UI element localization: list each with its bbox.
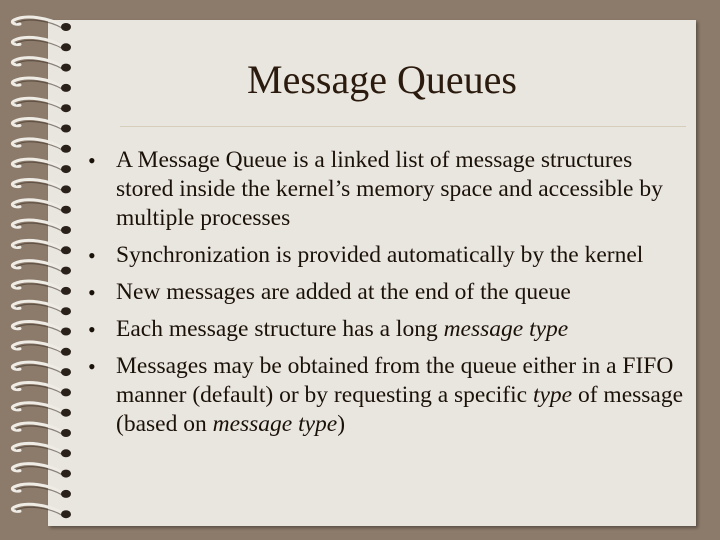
- bullet-text-italic: message type: [212, 411, 338, 437]
- bullet-text: Each message structure has a long: [116, 316, 444, 342]
- bullet-text: ): [337, 411, 346, 437]
- bullet-dot-icon: •: [88, 280, 96, 305]
- bullet-text: New messages are added at the end of the queue: [116, 279, 571, 305]
- bullet-dot-icon: •: [88, 243, 96, 268]
- bullet-dot-icon: •: [88, 148, 96, 173]
- slide-title: Message Queues: [247, 57, 517, 102]
- bullet-item: [86, 278, 686, 307]
- bullet-text: Synchronization is provided automatically by the kernel: [116, 242, 644, 268]
- bullet-text: A Message Queue is a linked list of message structures stored inside the kernel’s memory space and accessible by multiple processes: [116, 147, 663, 231]
- bullet-item: [86, 146, 686, 233]
- bullet-text-italic: message type: [443, 316, 569, 342]
- title-divider: [120, 126, 686, 127]
- bullet-dot-icon: •: [88, 354, 96, 379]
- bullet-item: [86, 352, 686, 439]
- bullet-item: [86, 241, 686, 270]
- bullet-text: of message (based on: [116, 382, 684, 437]
- bullet-text-italic: type: [532, 382, 573, 408]
- bullet-item: [86, 315, 686, 344]
- bullet-list: [86, 146, 686, 447]
- bullet-text: Messages may be obtained from the queue either in a FIFO manner (default) or by requesting a specific: [116, 353, 674, 408]
- bullet-dot-icon: •: [88, 317, 96, 342]
